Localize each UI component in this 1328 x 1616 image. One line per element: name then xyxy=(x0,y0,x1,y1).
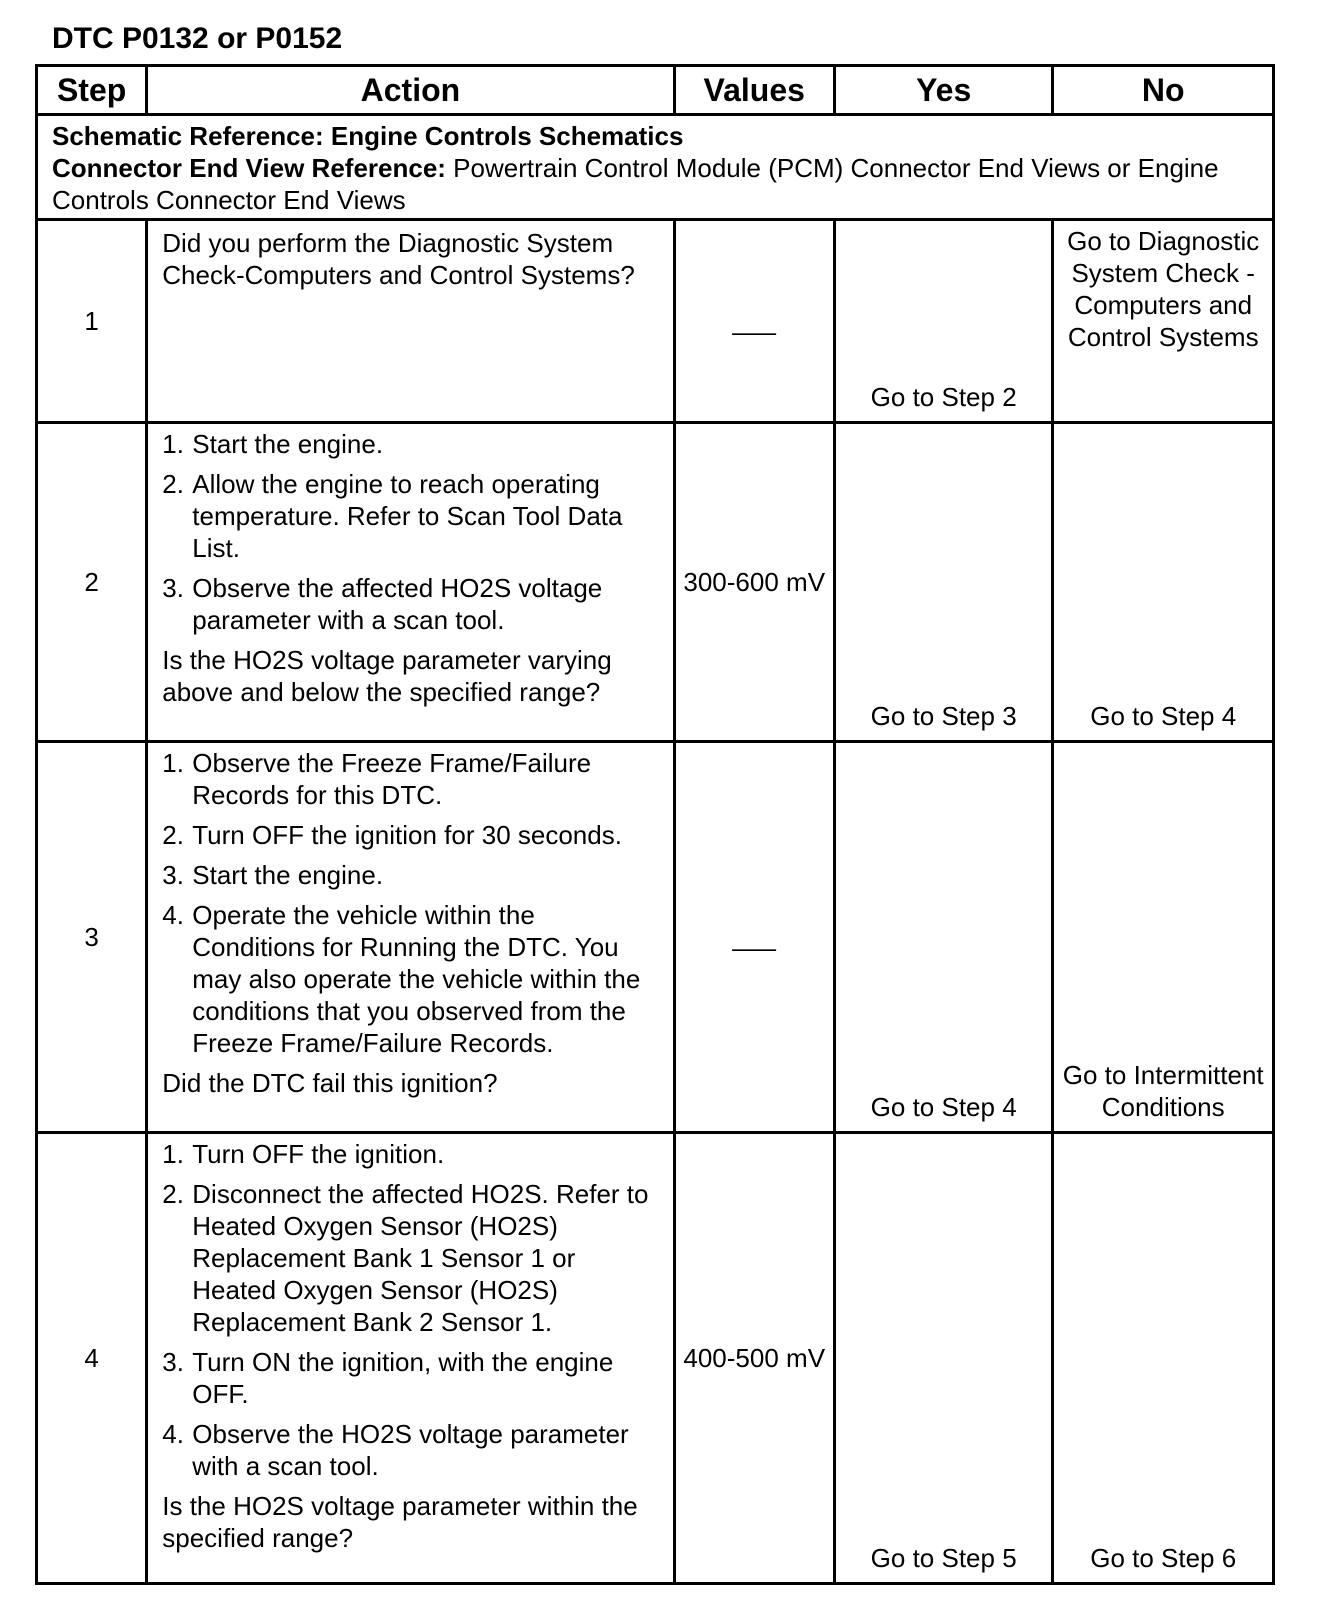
values-cell: 400-500 mV xyxy=(674,1133,834,1584)
header-action: Action xyxy=(147,66,674,115)
reference-cell xyxy=(37,115,1274,220)
no-cell: Go to Intermittent Conditions xyxy=(1053,742,1274,1133)
action-question: Did the DTC fail this ignition? xyxy=(162,1068,498,1098)
yes-cell: Go to Step 4 xyxy=(834,742,1053,1133)
action-question: Did you perform the Diagnostic System Check-Computers and Control Systems? xyxy=(162,228,635,290)
connector-reference-text: Powertrain Control Module (PCM) Connector End Views or Engine Controls Connector End Views xyxy=(52,153,1219,215)
table-row xyxy=(37,220,1274,423)
action-item: 4. Operate the vehicle within the Conditions for Running the DTC. You may also operate the vehicle within the conditions that you observed from the Freeze Frame/Failure Records. xyxy=(162,900,641,1058)
action-item: 1. Observe the Freeze Frame/Failure Records for this DTC. xyxy=(162,748,592,810)
action-list xyxy=(162,428,660,636)
no-cell: Go to Step 6 xyxy=(1053,1133,1274,1584)
action-item: 2. Turn OFF the ignition for 30 seconds. xyxy=(162,820,622,850)
header-step: Step xyxy=(37,66,147,115)
action-cell xyxy=(147,220,674,423)
schematic-reference: Schematic Reference: Engine Controls Schematics xyxy=(52,121,684,151)
table-row xyxy=(37,423,1274,742)
header-row xyxy=(37,66,1274,115)
action-question: Is the HO2S voltage parameter varying above and below the specified range? xyxy=(162,645,612,707)
yes-cell: Go to Step 5 xyxy=(834,1133,1053,1584)
action-item: 1. Turn OFF the ignition. xyxy=(162,1139,445,1169)
step-number: 4 xyxy=(37,1133,147,1584)
action-list xyxy=(162,747,660,1059)
yes-cell: Go to Step 2 xyxy=(834,220,1053,423)
table-row xyxy=(37,742,1274,1133)
action-item: 3. Observe the affected HO2S voltage parameter with a scan tool. xyxy=(162,573,603,635)
values-cell: ___ xyxy=(674,742,834,1133)
connector-reference-label: Connector End View Reference: xyxy=(52,153,446,183)
action-cell xyxy=(147,742,674,1133)
diagnostic-table xyxy=(35,64,1275,1585)
connector-reference xyxy=(52,152,1258,216)
table-row xyxy=(37,1133,1274,1584)
no-cell: Go to Step 4 xyxy=(1053,423,1274,742)
header-values: Values xyxy=(674,66,834,115)
action-item: 2. Allow the engine to reach operating temperature. Refer to Scan Tool Data List. xyxy=(162,469,623,563)
action-question: Is the HO2S voltage parameter within the specified range? xyxy=(162,1491,638,1553)
step-number: 1 xyxy=(37,220,147,423)
yes-cell: Go to Step 3 xyxy=(834,423,1053,742)
action-item: 4. Observe the HO2S voltage parameter with a scan tool. xyxy=(162,1419,629,1481)
step-number: 2 xyxy=(37,423,147,742)
step-number: 3 xyxy=(37,742,147,1133)
header-yes: Yes xyxy=(834,66,1053,115)
action-item: 1. Start the engine. xyxy=(162,429,384,459)
action-item: 3. Turn ON the ignition, with the engine OFF. xyxy=(162,1347,614,1409)
values-cell: ___ xyxy=(674,220,834,423)
action-cell xyxy=(147,1133,674,1584)
action-item: 2. Disconnect the affected HO2S. Refer to Heated Oxygen Sensor (HO2S) Replacement Bank 1 Sensor 1 or Heated Oxygen Sensor (HO2S) Replacement Bank 2 Sensor 1. xyxy=(162,1179,649,1337)
action-list xyxy=(162,1138,660,1482)
reference-row xyxy=(37,115,1274,220)
page-title: DTC P0132 or P0152 xyxy=(52,22,343,55)
action-cell xyxy=(147,423,674,742)
header-no: No xyxy=(1053,66,1274,115)
values-cell: 300-600 mV xyxy=(674,423,834,742)
no-cell: Go to Diagnostic System Check - Computers and Control Systems xyxy=(1053,220,1274,423)
action-item: 3. Start the engine. xyxy=(162,860,384,890)
